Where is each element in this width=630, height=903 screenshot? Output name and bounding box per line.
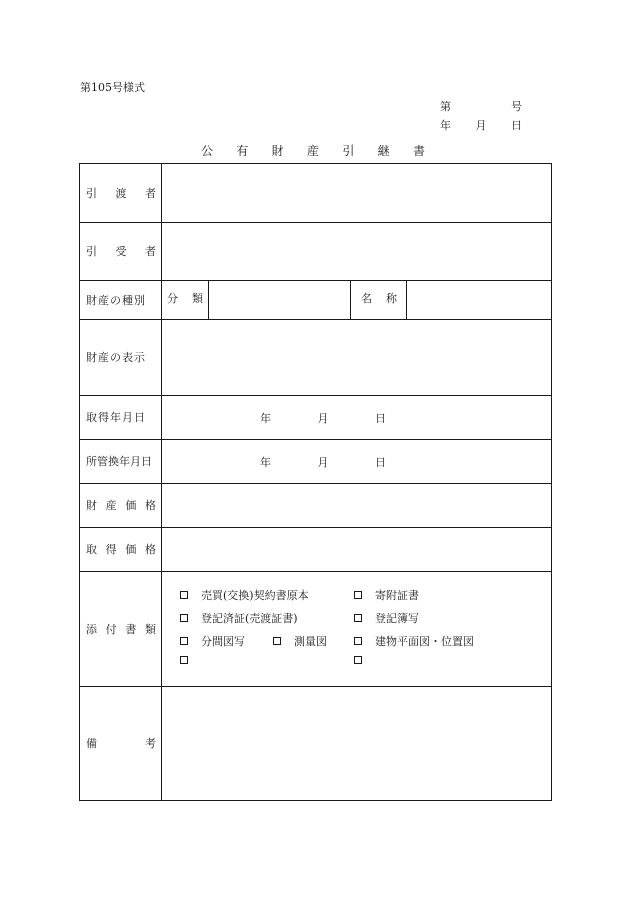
title-char: 財 [271,144,284,158]
checkbox-icon[interactable] [180,614,188,622]
transferor-label [80,164,161,222]
label-char: 得 [105,543,117,556]
attachment-item-label: 登記簿写 [375,612,419,625]
attachment-blank-checkbox[interactable] [354,656,375,664]
attachment-item-label: 建物平面図・位置図 [375,635,474,648]
label-column-divider [161,164,162,800]
label-char: 類 [144,622,156,636]
acquisition-date-value [260,410,386,426]
label-char: 財 [86,499,97,512]
cell-divider [406,280,407,319]
transferee-label [80,222,161,280]
label-char: 価 [125,499,137,512]
cell-divider [350,280,351,319]
label-char: 添 [86,622,97,636]
date-day: 日 [375,412,386,425]
property-type-label [80,280,161,319]
label-char: 渡 [115,187,127,200]
property-description-label [80,319,161,395]
attachment-floor-plan-checkbox[interactable] [354,633,474,649]
document-number-suffix: 号 [511,100,522,113]
cell-divider [208,280,209,319]
attachment-item-label: 売買(交換)契約書原本 [201,589,309,602]
title-char: 継 [377,144,390,158]
attachment-item-label: 登記済証(売渡証書) [201,612,298,625]
document-date [440,119,522,133]
classification-label [167,292,203,306]
date-month: 月 [317,456,329,469]
transfer-form-table [79,163,552,801]
label-char: 格 [144,543,156,556]
title-char: 書 [412,144,425,158]
label-char: 価 [125,543,137,556]
checkbox-icon[interactable] [354,656,362,664]
attachment-registration-certificate-checkbox[interactable] [180,610,298,626]
attachment-blank-checkbox[interactable] [180,656,201,664]
label-char: 分 [167,292,178,305]
checkbox-icon[interactable] [354,637,362,645]
acquisition-price-label [80,527,161,571]
label-char: 取 [86,543,97,556]
attachment-registry-copy-checkbox[interactable] [354,610,419,626]
label-char: 付 [105,622,117,636]
document-date-year: 年 [440,119,451,132]
checkbox-icon[interactable] [180,637,188,645]
jurisdiction-change-date-label-text: 所管換年月日 [86,455,152,468]
label-char: 書 [125,622,137,636]
checkbox-icon[interactable] [354,591,362,599]
attachment-donation-certificate-checkbox[interactable] [354,587,419,603]
label-char: 引 [86,245,97,258]
checkbox-icon[interactable] [354,614,362,622]
label-char: 称 [386,292,397,305]
attachments-label [80,571,161,686]
attachment-contract-original-checkbox[interactable] [180,587,309,603]
acquisition-date-label-text: 取得年月日 [86,411,146,424]
title-char: 引 [342,144,355,158]
title-char: 有 [236,144,249,158]
checkbox-icon[interactable] [180,656,188,664]
document-title [201,144,425,158]
property-description-label-text: 財産の表示 [86,351,146,364]
label-char: 格 [144,499,156,512]
document-number-prefix: 第 [440,100,451,113]
checkbox-icon[interactable] [273,637,281,645]
title-char: 産 [306,144,319,158]
label-char: 名 [361,292,372,305]
property-type-label-text: 財産の種別 [86,293,146,307]
label-char: 引 [86,187,97,200]
acquisition-date-label [80,395,161,439]
attachment-item-label: 分間図写 [201,635,245,648]
form-number: 第105号様式 [80,81,145,94]
label-char: 産 [105,499,117,512]
date-month: 月 [317,412,329,425]
name-label [361,292,397,306]
attachment-plot-map-copy-checkbox[interactable] [180,633,245,649]
remarks-label [80,686,161,800]
document-date-day: 日 [511,119,522,132]
label-char: 者 [145,245,156,258]
label-char: 備 [86,737,97,750]
attachment-survey-map-checkbox[interactable] [273,633,327,649]
label-char: 類 [192,292,203,305]
jurisdiction-change-date-value [260,454,386,470]
attachment-item-label: 測量図 [294,635,327,648]
attachment-item-label: 寄附証書 [375,589,419,602]
document-date-month: 月 [475,119,487,132]
date-year: 年 [260,412,271,425]
label-char: 考 [145,737,156,750]
document-number [440,100,522,114]
title-char: 公 [201,144,214,158]
date-year: 年 [260,456,271,469]
jurisdiction-change-date-label [80,439,161,483]
label-char: 者 [145,187,156,200]
property-price-label [80,483,161,527]
checkbox-icon[interactable] [180,591,188,599]
date-day: 日 [375,456,386,469]
label-char: 受 [115,245,127,258]
